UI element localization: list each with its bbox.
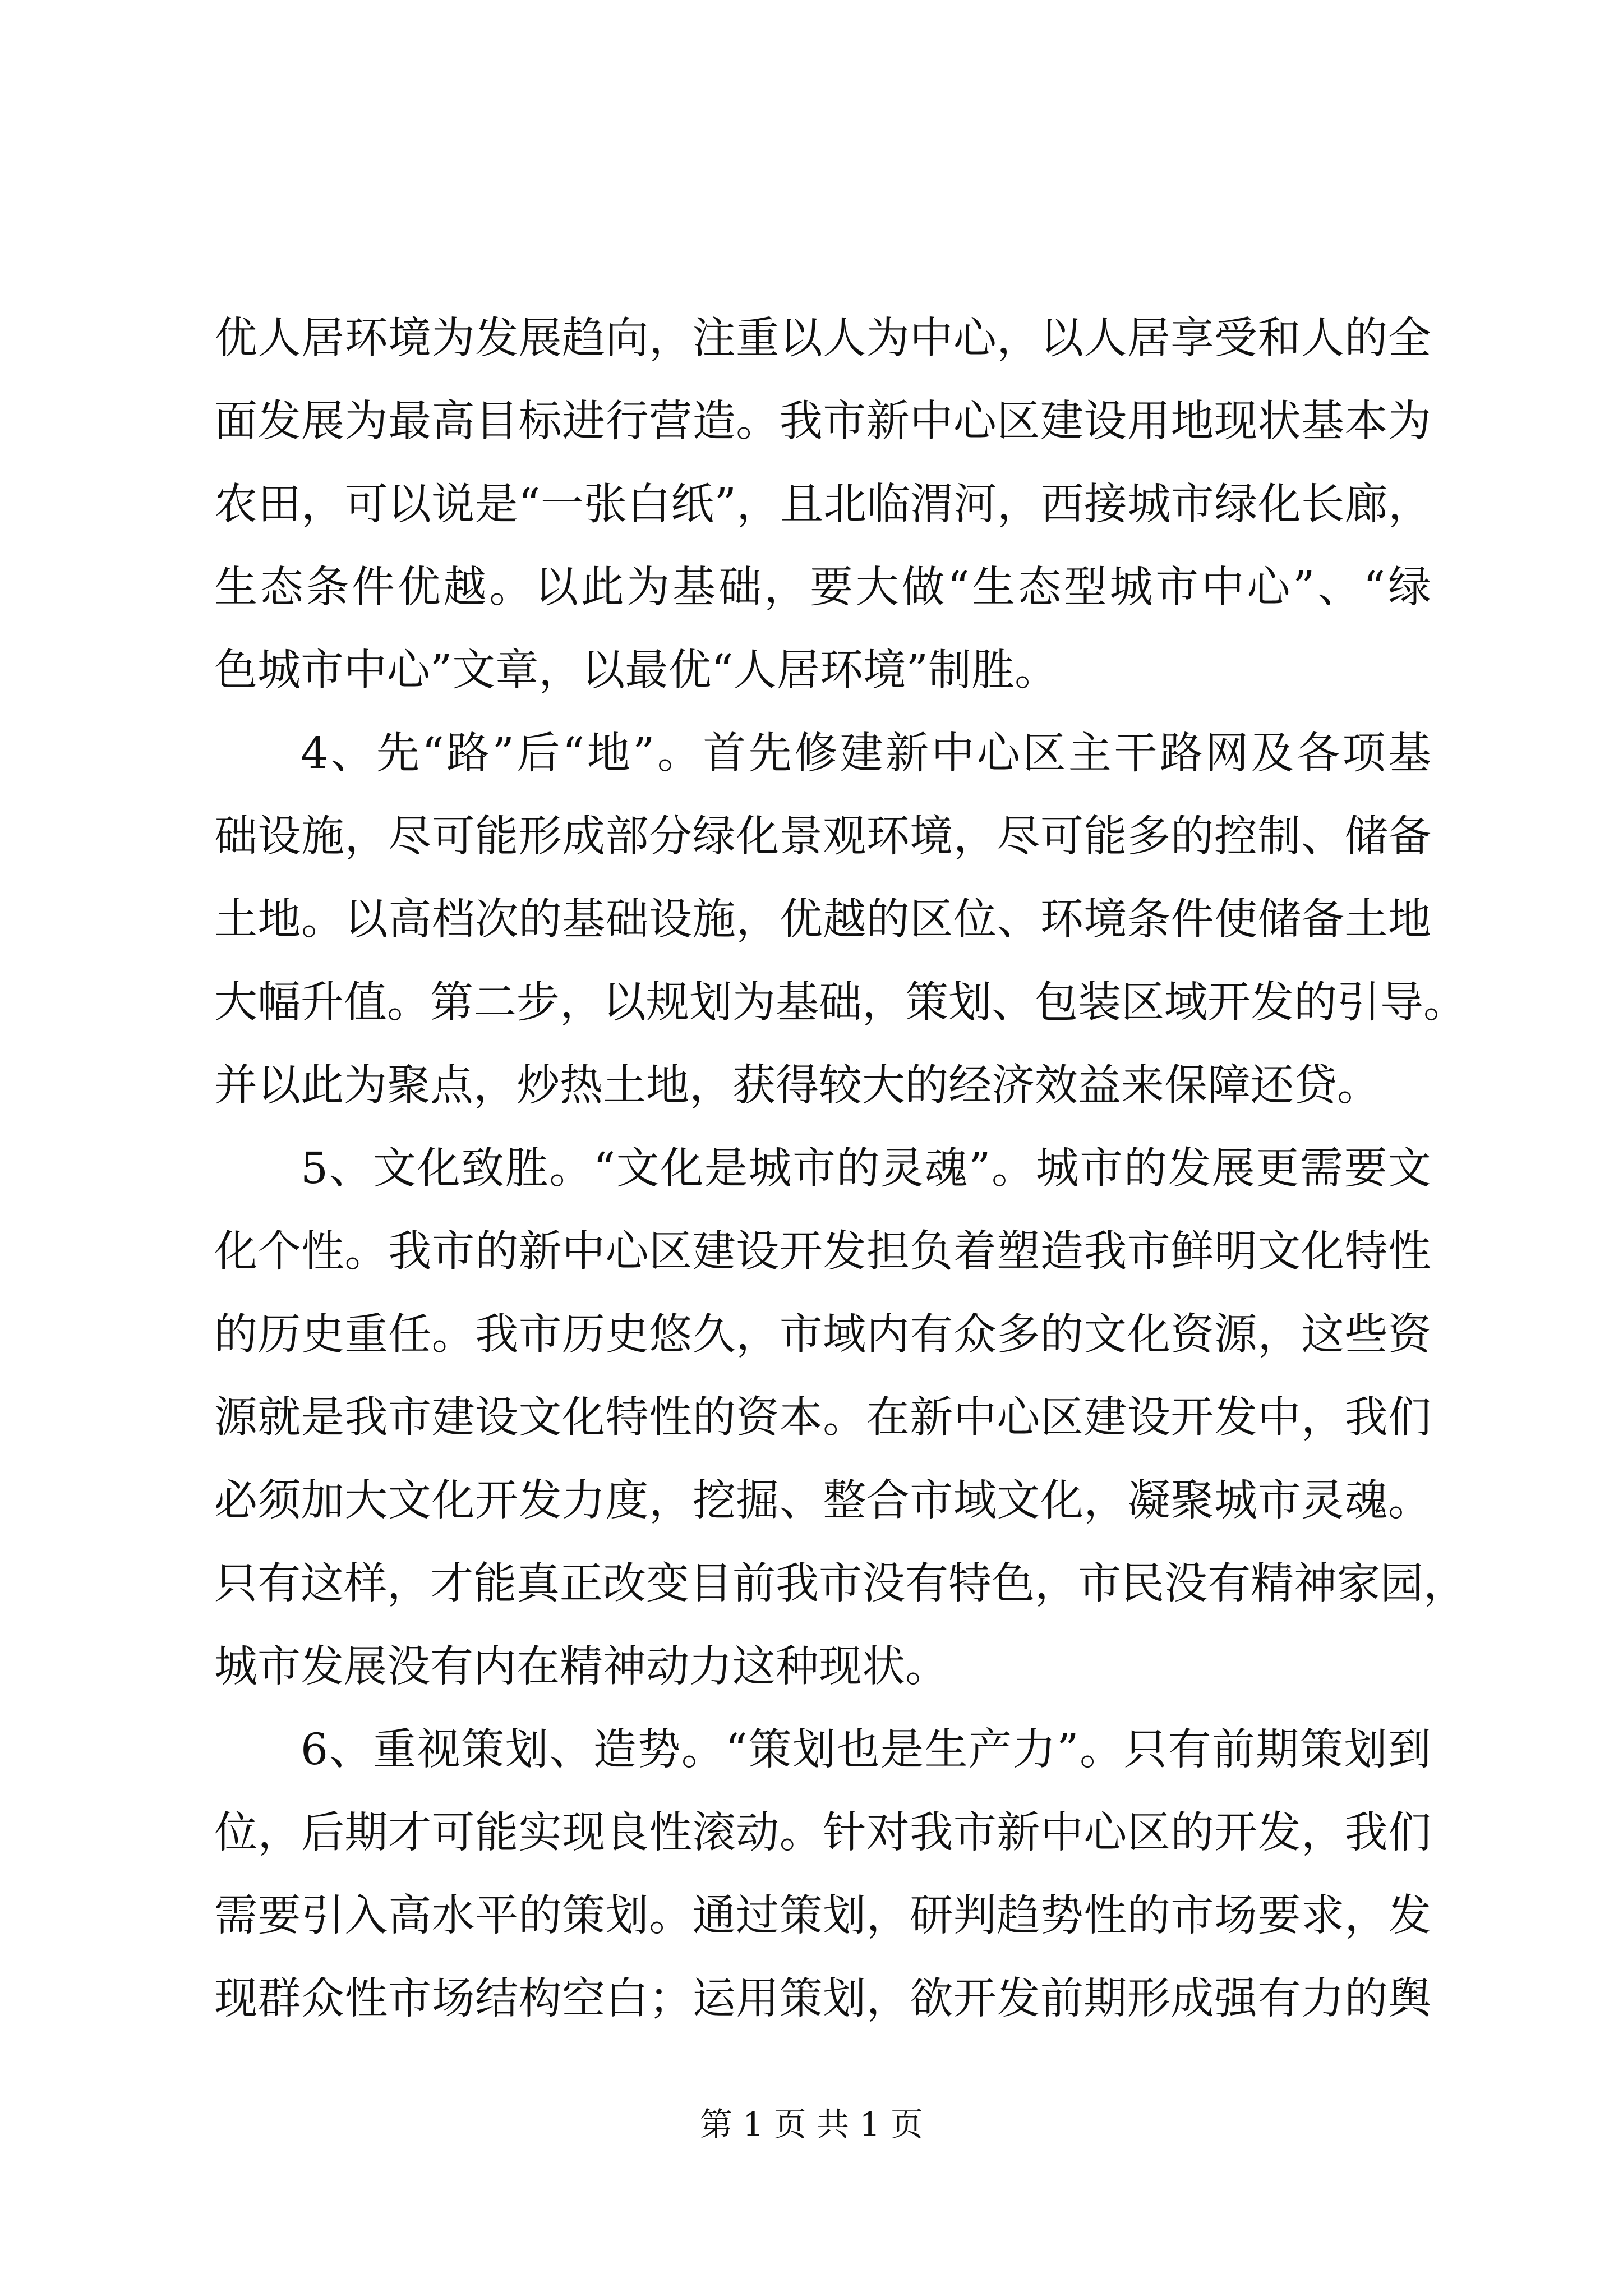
paragraph-start-line: 6、重视策划、造势。“策划也是生产力”。只有前期策划到: [301, 1725, 1431, 1775]
document-body: [214, 297, 1467, 2041]
text-line: 大幅升值。第二步，以规划为基础，策划、包装区域开发的引导。: [214, 978, 1467, 1028]
text-line: 现群众性市场结构空白；运用策划，欲开发前期形成强有力的舆: [214, 1974, 1431, 2024]
text-line: 色城市中心”文章，以最优“人居环境”制胜。: [214, 646, 1058, 696]
paragraph-start-line: 4、先“路”后“地”。首先修建新中心区主干路网及各项基: [301, 729, 1431, 779]
text-line: 的历史重任。我市历史悠久，市域内有众多的文化资源，这些资: [214, 1310, 1431, 1360]
page-number-label: 第 1 页 共 1 页: [700, 2105, 923, 2143]
text-line: 并以此为聚点，炒热土地，获得较大的经济效益来保障还贷。: [214, 1061, 1380, 1111]
text-line: 面发展为最高目标进行营造。我市新中心区建设用地现状基本为: [214, 397, 1431, 447]
text-line: 土地。以高档次的基础设施，优越的区位、环境条件使储备土地: [214, 895, 1431, 945]
text-line: 源就是我市建设文化特性的资本。在新中心区建设开发中，我们: [214, 1393, 1431, 1443]
text-line: 础设施，尽可能形成部分绿化景观环境，尽可能多的控制、储备: [214, 812, 1431, 862]
text-line: 生态条件优越。以此为基础，要大做“生态型城市中心”、“绿: [214, 563, 1431, 613]
text-line: 需要引入高水平的策划。通过策划，研判趋势性的市场要求，发: [214, 1891, 1431, 1941]
text-line: 化个性。我市的新中心区建设开发担负着塑造我市鲜明文化特性: [214, 1227, 1431, 1277]
text-line: 必须加大文化开发力度，挖掘、整合市域文化，凝聚城市灵魂。: [214, 1476, 1431, 1526]
paragraph-start-line: 5、文化致胜。“文化是城市的灵魂”。城市的发展更需要文: [301, 1144, 1431, 1194]
text-line: 只有这样，才能真正改变目前我市没有特色，市民没有精神家园，: [214, 1559, 1467, 1609]
text-line: 城市发展没有内在精神动力这种现状。: [214, 1642, 948, 1692]
text-line: 农田，可以说是“一张白纸”，且北临渭河，西接城市绿化长廊，: [214, 480, 1431, 530]
text-line: 位，后期才可能实现良性滚动。针对我市新中心区的开发，我们: [214, 1808, 1431, 1858]
page-footer: [0, 2099, 1623, 2150]
text-line: 优人居环境为发展趋向，注重以人为中心，以人居享受和人的全: [214, 314, 1431, 364]
